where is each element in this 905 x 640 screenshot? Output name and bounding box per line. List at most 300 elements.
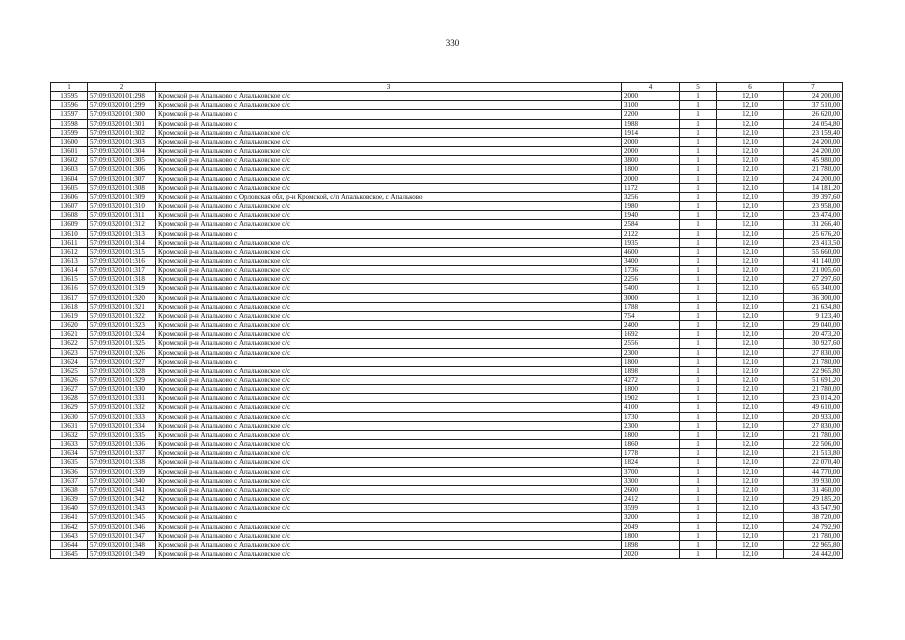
area-cell: 1940 (622, 211, 680, 220)
cadastral-number-cell: 57:09:0320101:317 (88, 266, 156, 275)
cadastral-number-cell: 57:09:0320101:312 (88, 220, 156, 229)
category-cell: 1 (680, 293, 717, 302)
rate-cell: 12,10 (717, 421, 784, 430)
area-cell: 1736 (622, 266, 680, 275)
rate-cell: 12,10 (717, 330, 784, 339)
category-cell: 1 (680, 311, 717, 320)
rate-cell: 12,10 (717, 458, 784, 467)
row-number-cell: 13598 (51, 119, 88, 128)
address-cell: Кромской р-н Апальково с (156, 229, 622, 238)
value-cell: 20 933,00 (784, 412, 843, 421)
area-cell: 3800 (622, 156, 680, 165)
rate-cell: 12,10 (717, 403, 784, 412)
row-number-cell: 13637 (51, 476, 88, 485)
rate-cell: 12,10 (717, 101, 784, 110)
category-cell: 1 (680, 495, 717, 504)
area-cell: 1980 (622, 202, 680, 211)
cadastral-number-cell: 57:09:0320101:329 (88, 376, 156, 385)
row-number-cell: 13603 (51, 165, 88, 174)
area-cell: 2000 (622, 147, 680, 156)
category-cell: 1 (680, 229, 717, 238)
row-number-cell: 13602 (51, 156, 88, 165)
row-number-cell: 13595 (51, 92, 88, 101)
value-cell: 44 770,00 (784, 467, 843, 476)
address-cell: Кромской р-н Апальково с Апальковское с/с (156, 394, 622, 403)
category-cell: 1 (680, 174, 717, 183)
area-cell: 3256 (622, 192, 680, 201)
area-cell: 1902 (622, 394, 680, 403)
address-cell: Кромской р-н Апальково с Апальковское с/с (156, 137, 622, 146)
row-number-cell: 13600 (51, 137, 88, 146)
area-cell: 1800 (622, 357, 680, 366)
rate-cell: 12,10 (717, 476, 784, 485)
area-cell: 1898 (622, 540, 680, 549)
area-cell: 3000 (622, 293, 680, 302)
rate-cell: 12,10 (717, 394, 784, 403)
row-number-cell: 13644 (51, 540, 88, 549)
rate-cell: 12,10 (717, 137, 784, 146)
value-cell: 21 634,80 (784, 302, 843, 311)
row-number-cell: 13619 (51, 311, 88, 320)
row-number-cell: 13599 (51, 128, 88, 137)
address-cell: Кромской р-н Апальково с Апальковское с/с (156, 311, 622, 320)
address-cell: Кромской р-н Апальково с Апальковское с/с (156, 211, 622, 220)
address-cell: Кромской р-н Апальково с Апальковское с/с (156, 147, 622, 156)
address-cell: Кромской р-н Апальково с Апальковское с/с (156, 339, 622, 348)
header-row (51, 83, 843, 92)
cadastral-number-cell: 57:09:0320101:310 (88, 202, 156, 211)
rate-cell: 12,10 (717, 147, 784, 156)
category-cell: 1 (680, 513, 717, 522)
category-cell: 1 (680, 284, 717, 293)
area-cell: 3300 (622, 476, 680, 485)
table-body (51, 92, 843, 559)
row-number-cell: 13613 (51, 256, 88, 265)
address-cell: Кромской р-н Апальково с Апальковское с/с (156, 174, 622, 183)
category-cell: 1 (680, 330, 717, 339)
category-cell: 1 (680, 476, 717, 485)
rate-cell: 12,10 (717, 202, 784, 211)
rate-cell: 12,10 (717, 376, 784, 385)
table-row (51, 101, 843, 110)
column-header: 2 (88, 83, 156, 92)
value-cell: 22 506,00 (784, 440, 843, 449)
category-cell: 1 (680, 430, 717, 439)
table-row (51, 330, 843, 339)
row-number-cell: 13611 (51, 238, 88, 247)
value-cell: 23 474,00 (784, 211, 843, 220)
table-row (51, 449, 843, 458)
rate-cell: 12,10 (717, 293, 784, 302)
cadastral-number-cell: 57:09:0320101:339 (88, 467, 156, 476)
row-number-cell: 13634 (51, 449, 88, 458)
category-cell: 1 (680, 256, 717, 265)
table-row (51, 275, 843, 284)
table-row (51, 549, 843, 558)
table-row (51, 284, 843, 293)
area-cell: 3100 (622, 101, 680, 110)
value-cell: 39 397,60 (784, 192, 843, 201)
area-cell: 3400 (622, 256, 680, 265)
value-cell: 14 181,20 (784, 183, 843, 192)
row-number-cell: 13632 (51, 430, 88, 439)
cadastral-number-cell: 57:09:0320101:341 (88, 485, 156, 494)
address-cell: Кромской р-н Апальково с Апальковское с/с (156, 284, 622, 293)
value-cell: 21 780,00 (784, 165, 843, 174)
area-cell: 1824 (622, 458, 680, 467)
area-cell: 1914 (622, 128, 680, 137)
area-cell: 4272 (622, 376, 680, 385)
table-row (51, 366, 843, 375)
address-cell: Кромской р-н Апальково с Апальковское с/с (156, 156, 622, 165)
category-cell: 1 (680, 339, 717, 348)
table-row (51, 485, 843, 494)
row-number-cell: 13621 (51, 330, 88, 339)
cadastral-number-cell: 57:09:0320101:299 (88, 101, 156, 110)
address-cell: Кромской р-н Апальково с Апальковское с/с (156, 421, 622, 430)
table-row (51, 531, 843, 540)
rate-cell: 12,10 (717, 412, 784, 421)
cadastral-number-cell: 57:09:0320101:308 (88, 183, 156, 192)
table-row (51, 183, 843, 192)
table-row (51, 403, 843, 412)
category-cell: 1 (680, 394, 717, 403)
cadastral-number-cell: 57:09:0320101:323 (88, 321, 156, 330)
address-cell: Кромской р-н Апальково с Апальковское с/с (156, 330, 622, 339)
rate-cell: 12,10 (717, 467, 784, 476)
cadastral-number-cell: 57:09:0320101:321 (88, 302, 156, 311)
address-cell: Кромской р-н Апальково с (156, 119, 622, 128)
address-cell: Кромской р-н Апальково с Апальковское с/с (156, 403, 622, 412)
cadastral-number-cell: 57:09:0320101:304 (88, 147, 156, 156)
area-cell: 2300 (622, 348, 680, 357)
row-number-cell: 13620 (51, 321, 88, 330)
rate-cell: 12,10 (717, 430, 784, 439)
cadastral-number-cell: 57:09:0320101:332 (88, 403, 156, 412)
rate-cell: 12,10 (717, 549, 784, 558)
area-cell: 1800 (622, 385, 680, 394)
area-cell: 2300 (622, 421, 680, 430)
address-cell: Кромской р-н Апальково с Апальковское с/с (156, 467, 622, 476)
rate-cell: 12,10 (717, 385, 784, 394)
value-cell: 21 005,60 (784, 266, 843, 275)
category-cell: 1 (680, 348, 717, 357)
row-number-cell: 13640 (51, 504, 88, 513)
value-cell: 30 927,60 (784, 339, 843, 348)
cadastral-number-cell: 57:09:0320101:311 (88, 211, 156, 220)
column-header: 4 (622, 83, 680, 92)
address-cell: Кромской р-н Апальково с Апальковское с/с (156, 293, 622, 302)
cadastral-number-cell: 57:09:0320101:298 (88, 92, 156, 101)
category-cell: 1 (680, 504, 717, 513)
area-cell: 3200 (622, 513, 680, 522)
value-cell: 37 510,00 (784, 101, 843, 110)
table-row (51, 513, 843, 522)
cadastral-number-cell: 57:09:0320101:346 (88, 522, 156, 531)
row-number-cell: 13612 (51, 247, 88, 256)
row-number-cell: 13642 (51, 522, 88, 531)
address-cell: Кромской р-н Апальково с Апальковское с/с (156, 385, 622, 394)
row-number-cell: 13604 (51, 174, 88, 183)
category-cell: 1 (680, 421, 717, 430)
area-cell: 2122 (622, 229, 680, 238)
value-cell: 9 123,40 (784, 311, 843, 320)
table-row (51, 412, 843, 421)
row-number-cell: 13629 (51, 403, 88, 412)
value-cell: 27 297,60 (784, 275, 843, 284)
cadastral-number-cell: 57:09:0320101:300 (88, 110, 156, 119)
cadastral-number-cell: 57:09:0320101:334 (88, 421, 156, 430)
cadastral-number-cell: 57:09:0320101:319 (88, 284, 156, 293)
table-row (51, 137, 843, 146)
row-number-cell: 13630 (51, 412, 88, 421)
cadastral-number-cell: 57:09:0320101:349 (88, 549, 156, 558)
table-row (51, 238, 843, 247)
column-header: 7 (784, 83, 843, 92)
cadastral-number-cell: 57:09:0320101:318 (88, 275, 156, 284)
rate-cell: 12,10 (717, 211, 784, 220)
table-row (51, 156, 843, 165)
address-cell: Кромской р-н Апальково с Апальковское с/с (156, 540, 622, 549)
page-number: 330 (445, 38, 460, 48)
table-row (51, 119, 843, 128)
category-cell: 1 (680, 238, 717, 247)
area-cell: 1800 (622, 165, 680, 174)
rate-cell: 12,10 (717, 156, 784, 165)
rate-cell: 12,10 (717, 440, 784, 449)
row-number-cell: 13633 (51, 440, 88, 449)
table-row (51, 339, 843, 348)
cadastral-number-cell: 57:09:0320101:315 (88, 247, 156, 256)
value-cell: 21 780,00 (784, 385, 843, 394)
category-cell: 1 (680, 247, 717, 256)
category-cell: 1 (680, 156, 717, 165)
category-cell: 1 (680, 110, 717, 119)
rate-cell: 12,10 (717, 522, 784, 531)
value-cell: 26 620,00 (784, 110, 843, 119)
row-number-cell: 13618 (51, 302, 88, 311)
table-row (51, 229, 843, 238)
value-cell: 23 958,00 (784, 202, 843, 211)
value-cell: 49 610,00 (784, 403, 843, 412)
value-cell: 41 140,00 (784, 256, 843, 265)
column-header: 5 (680, 83, 717, 92)
area-cell: 2000 (622, 92, 680, 101)
row-number-cell: 13617 (51, 293, 88, 302)
category-cell: 1 (680, 220, 717, 229)
area-cell: 2049 (622, 522, 680, 531)
rate-cell: 12,10 (717, 92, 784, 101)
area-cell: 3599 (622, 504, 680, 513)
address-cell: Кромской р-н Апальково с (156, 357, 622, 366)
address-cell: Кромской р-н Апальково с Апальковское с/с (156, 440, 622, 449)
address-cell: Кромской р-н Апальково с Апальковское с/с (156, 302, 622, 311)
value-cell: 22 070,40 (784, 458, 843, 467)
address-cell: Кромской р-н Апальково с (156, 513, 622, 522)
value-cell: 27 830,00 (784, 348, 843, 357)
area-cell: 1778 (622, 449, 680, 458)
rate-cell: 12,10 (717, 165, 784, 174)
value-cell: 24 200,00 (784, 174, 843, 183)
table-row (51, 128, 843, 137)
cadastral-number-cell: 57:09:0320101:306 (88, 165, 156, 174)
table-row (51, 440, 843, 449)
table-row (51, 522, 843, 531)
category-cell: 1 (680, 531, 717, 540)
cadastral-number-cell: 57:09:0320101:307 (88, 174, 156, 183)
value-cell: 29 185,20 (784, 495, 843, 504)
category-cell: 1 (680, 366, 717, 375)
category-cell: 1 (680, 549, 717, 558)
rate-cell: 12,10 (717, 247, 784, 256)
table-row (51, 256, 843, 265)
area-cell: 1692 (622, 330, 680, 339)
table-row (51, 540, 843, 549)
row-number-cell: 13615 (51, 275, 88, 284)
area-cell: 754 (622, 311, 680, 320)
value-cell: 31 460,00 (784, 485, 843, 494)
rate-cell: 12,10 (717, 366, 784, 375)
rate-cell: 12,10 (717, 357, 784, 366)
area-cell: 1800 (622, 531, 680, 540)
column-header: 3 (156, 83, 622, 92)
rate-cell: 12,10 (717, 183, 784, 192)
cadastral-number-cell: 57:09:0320101:305 (88, 156, 156, 165)
value-cell: 55 660,00 (784, 247, 843, 256)
rate-cell: 12,10 (717, 531, 784, 540)
cadastral-number-cell: 57:09:0320101:331 (88, 394, 156, 403)
area-cell: 1988 (622, 119, 680, 128)
rate-cell: 12,10 (717, 495, 784, 504)
area-cell: 2556 (622, 339, 680, 348)
cadastral-number-cell: 57:09:0320101:343 (88, 504, 156, 513)
address-cell: Кромской р-н Апальково с Апальковское с/с (156, 522, 622, 531)
category-cell: 1 (680, 467, 717, 476)
address-cell: Кромской р-н Апальково с Апальковское с/с (156, 430, 622, 439)
rate-cell: 12,10 (717, 504, 784, 513)
area-cell: 1935 (622, 238, 680, 247)
table-row (51, 504, 843, 513)
row-number-cell: 13624 (51, 357, 88, 366)
rate-cell: 12,10 (717, 540, 784, 549)
address-cell: Кромской р-н Апальково с Апальковское с/с (156, 220, 622, 229)
value-cell: 36 300,00 (784, 293, 843, 302)
value-cell: 43 547,90 (784, 504, 843, 513)
category-cell: 1 (680, 202, 717, 211)
area-cell: 2200 (622, 110, 680, 119)
cadastral-number-cell: 57:09:0320101:337 (88, 449, 156, 458)
address-cell: Кромской р-н Апальково с Апальковское с/с (156, 247, 622, 256)
category-cell: 1 (680, 266, 717, 275)
value-cell: 27 830,00 (784, 421, 843, 430)
value-cell: 21 780,00 (784, 430, 843, 439)
value-cell: 23 159,40 (784, 128, 843, 137)
value-cell: 22 965,80 (784, 366, 843, 375)
address-cell: Кромской р-н Апальково с Апальковское с/с (156, 275, 622, 284)
table-row (51, 247, 843, 256)
rate-cell: 12,10 (717, 174, 784, 183)
address-cell: Кромской р-н Апальково с Апальковское с/с (156, 128, 622, 137)
row-number-cell: 13626 (51, 376, 88, 385)
rate-cell: 12,10 (717, 110, 784, 119)
row-number-cell: 13639 (51, 495, 88, 504)
cadastral-number-cell: 57:09:0320101:335 (88, 430, 156, 439)
category-cell: 1 (680, 540, 717, 549)
address-cell: Кромской р-н Апальково с Апальковское с/с (156, 202, 622, 211)
rate-cell: 12,10 (717, 449, 784, 458)
row-number-cell: 13623 (51, 348, 88, 357)
category-cell: 1 (680, 449, 717, 458)
category-cell: 1 (680, 485, 717, 494)
cadastral-number-cell: 57:09:0320101:309 (88, 192, 156, 201)
cadastral-number-cell: 57:09:0320101:338 (88, 458, 156, 467)
address-cell: Кромской р-н Апальково с Апальковское с/с (156, 266, 622, 275)
cadastral-number-cell: 57:09:0320101:320 (88, 293, 156, 302)
value-cell: 24 200,00 (784, 137, 843, 146)
rate-cell: 12,10 (717, 513, 784, 522)
table-row (51, 302, 843, 311)
row-number-cell: 13636 (51, 467, 88, 476)
area-cell: 4100 (622, 403, 680, 412)
address-cell: Кромской р-н Апальково с (156, 110, 622, 119)
area-cell: 2256 (622, 275, 680, 284)
rate-cell: 12,10 (717, 229, 784, 238)
column-header: 6 (717, 83, 784, 92)
cadastral-number-cell: 57:09:0320101:347 (88, 531, 156, 540)
table-row (51, 430, 843, 439)
category-cell: 1 (680, 147, 717, 156)
value-cell: 24 200,00 (784, 147, 843, 156)
address-cell: Кромской р-н Апальково с Апальковское с/с (156, 376, 622, 385)
cadastral-number-cell: 57:09:0320101:327 (88, 357, 156, 366)
cadastral-number-cell: 57:09:0320101:313 (88, 229, 156, 238)
rate-cell: 12,10 (717, 284, 784, 293)
address-cell: Кромской р-н Апальково с Апальковское с/с (156, 366, 622, 375)
category-cell: 1 (680, 92, 717, 101)
address-cell: Кромской р-н Апальково с Апальковское с/с (156, 321, 622, 330)
registry-table (50, 82, 843, 559)
area-cell: 2400 (622, 321, 680, 330)
value-cell: 23 413,50 (784, 238, 843, 247)
value-cell: 23 014,20 (784, 394, 843, 403)
address-cell: Кромской р-н Апальково с Апальковское с/с (156, 92, 622, 101)
value-cell: 24 442,00 (784, 549, 843, 558)
row-number-cell: 13643 (51, 531, 88, 540)
row-number-cell: 13616 (51, 284, 88, 293)
address-cell: Кромской р-н Апальково с Апальковское с/с (156, 165, 622, 174)
cadastral-number-cell: 57:09:0320101:330 (88, 385, 156, 394)
cadastral-number-cell: 57:09:0320101:316 (88, 256, 156, 265)
category-cell: 1 (680, 192, 717, 201)
area-cell: 2000 (622, 174, 680, 183)
address-cell: Кромской р-н Апальково с Апальковское с/с (156, 495, 622, 504)
address-cell: Кромской р-н Апальково с Апальковское с/с (156, 412, 622, 421)
area-cell: 1172 (622, 183, 680, 192)
table-row (51, 202, 843, 211)
rate-cell: 12,10 (717, 485, 784, 494)
table-row (51, 476, 843, 485)
row-number-cell: 13638 (51, 485, 88, 494)
address-cell: Кромской р-н Апальково с Апальковское с/с (156, 549, 622, 558)
area-cell: 2020 (622, 549, 680, 558)
row-number-cell: 13627 (51, 385, 88, 394)
area-cell: 3700 (622, 467, 680, 476)
table-row (51, 92, 843, 101)
table-row (51, 293, 843, 302)
value-cell: 20 473,20 (784, 330, 843, 339)
row-number-cell: 13608 (51, 211, 88, 220)
category-cell: 1 (680, 137, 717, 146)
